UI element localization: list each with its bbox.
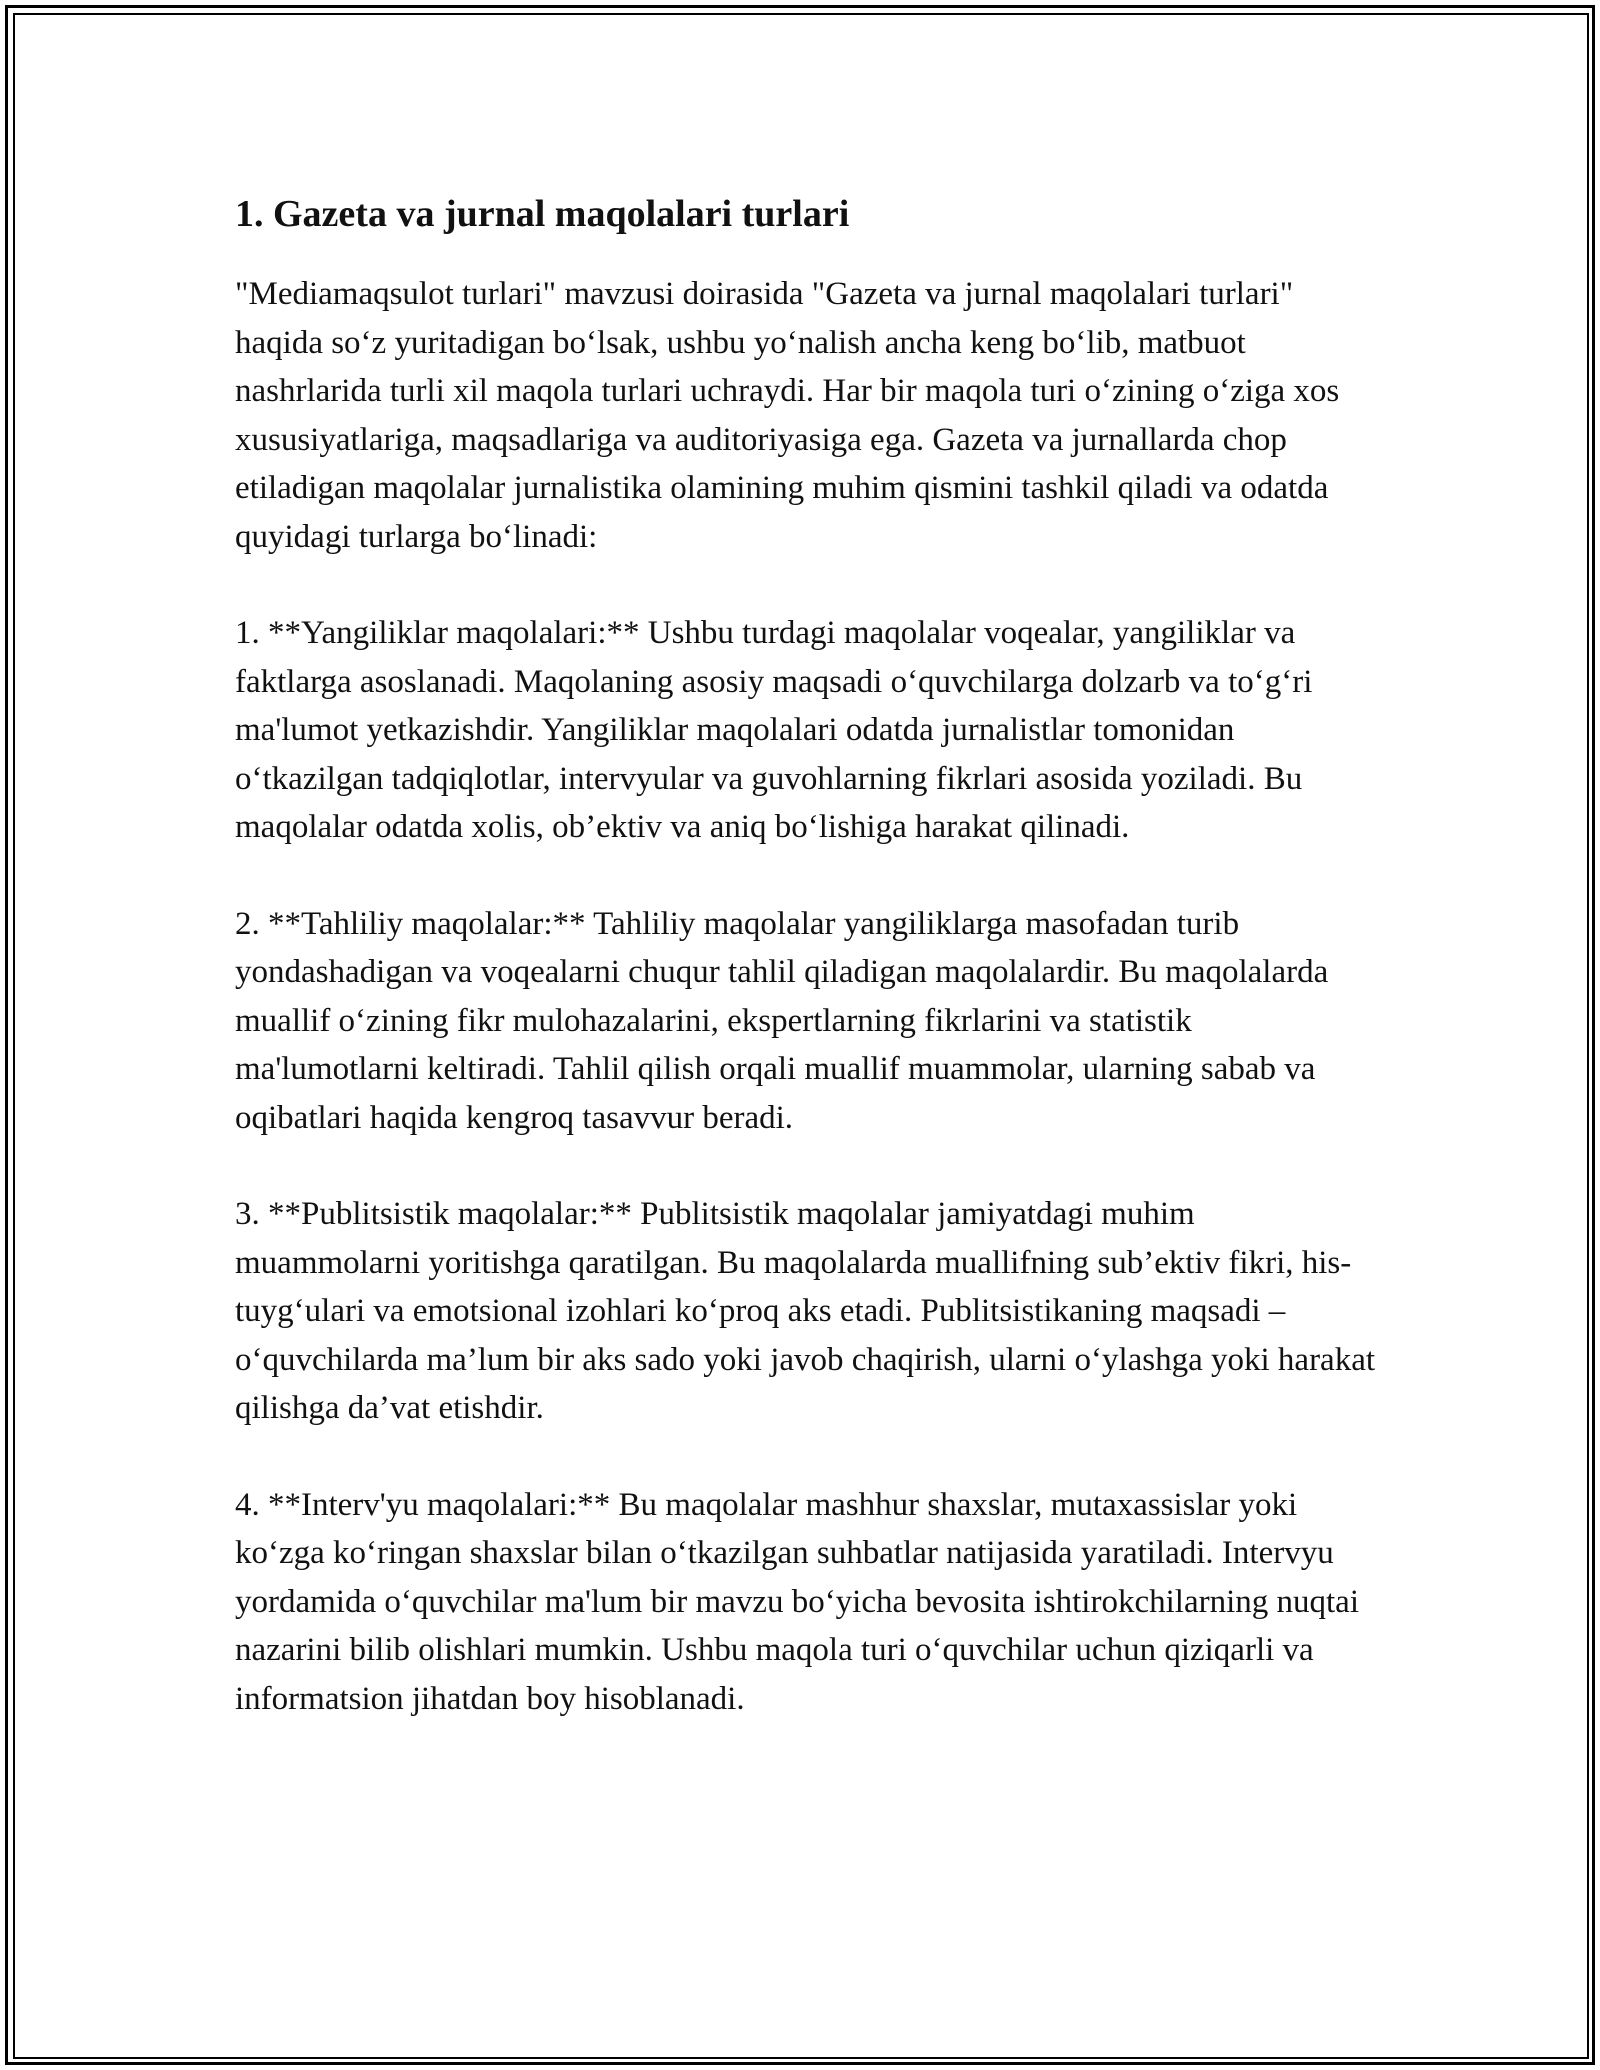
intro-paragraph: "Mediamaqsulot turlari" mavzusi doirasida "Gazeta va jurnal maqolalari turlari" haqida so‘z yuritadigan bo‘lsak, ushbu yo‘nalish ancha keng bo‘lib, matbuot nashrlarida turli xil maqola turlari uchraydi. Har bir maqola turi o‘zining o‘ziga xos xususiyatlariga, maqsadlariga va auditoriyasiga ega. Gazeta va jurnallarda chop etiladigan maqolalar jurnalistika olamining muhim qismini tashkil qiladi va odatda quyidagi turlarga bo‘linadi:: [235, 276, 1340, 555]
paragraph-publicistic-articles: 3. **Publitsistik maqolalar:** Publitsistik maqolalar jamiyatdagi muhim muammolarni yoritishga qaratilgan. Bu maqolalarda muallifning sub’ektiv fikri, his-tuyg‘ulari va emotsional izohlari ko‘proq aks etadi. Publitsistikaning maqsadi – o‘quvchilarda ma’lum bir aks sado yoki javob chaqirish, ularni o‘ylashga yoki harakat qilishga da’vat etishdir.: [235, 1196, 1376, 1426]
paragraph-interview-articles: 4. **Interv'yu maqolalari:** Bu maqolalar mashhur shaxslar, mutaxassislar yoki ko‘zga ko‘ringan shaxslar bilan o‘tkazilgan suhbatlar natijasida yaratiladi. Intervyu yordamida o‘quvchilar ma'lum bir mavzu bo‘yicha bevosita ishtirokchilarning nuqtai nazarini bilib olishlari mumkin. Ushbu maqola turi o‘quvchilar uchun qiziqarli va informatsion jihatdan boy hisoblanadi.: [235, 1486, 1359, 1717]
page-title: 1. Gazeta va jurnal maqolalari turlari: [235, 193, 850, 235]
paragraph-news-articles: 1. **Yangiliklar maqolalari:** Ushbu turdagi maqolalar voqealar, yangiliklar va faktlarga asoslanadi. Maqolaning asosiy maqsadi o‘quvchilarga dolzarb va to‘g‘ri ma'lumot yetkazishdir. Yangiliklar maqolalari odatda jurnalistlar tomonidan o‘tkazilgan tadqiqlotlar, intervyular va guvohlarning fikrlari asosida yoziladi. Bu maqolalar odatda xolis, ob’ektiv va aniq bo‘lishiga harakat qilinadi.: [235, 615, 1313, 845]
paragraph-analytical-articles: 2. **Tahliliy maqolalar:** Tahliliy maqolalar yangiliklarga masofadan turib yondashadigan va voqealarni chuqur tahlil qiladigan maqolalardir. Bu maqolalarda muallif o‘zining fikr mulohazalarini, ekspertlarning fikrlarini va statistik ma'lumotlarni keltiradi. Tahlil qilish orqali muallif muammolar, ularning sabab va oqibatlari haqida kengroq tasavvur beradi.: [235, 905, 1329, 1136]
document-body: [235, 186, 1375, 1771]
